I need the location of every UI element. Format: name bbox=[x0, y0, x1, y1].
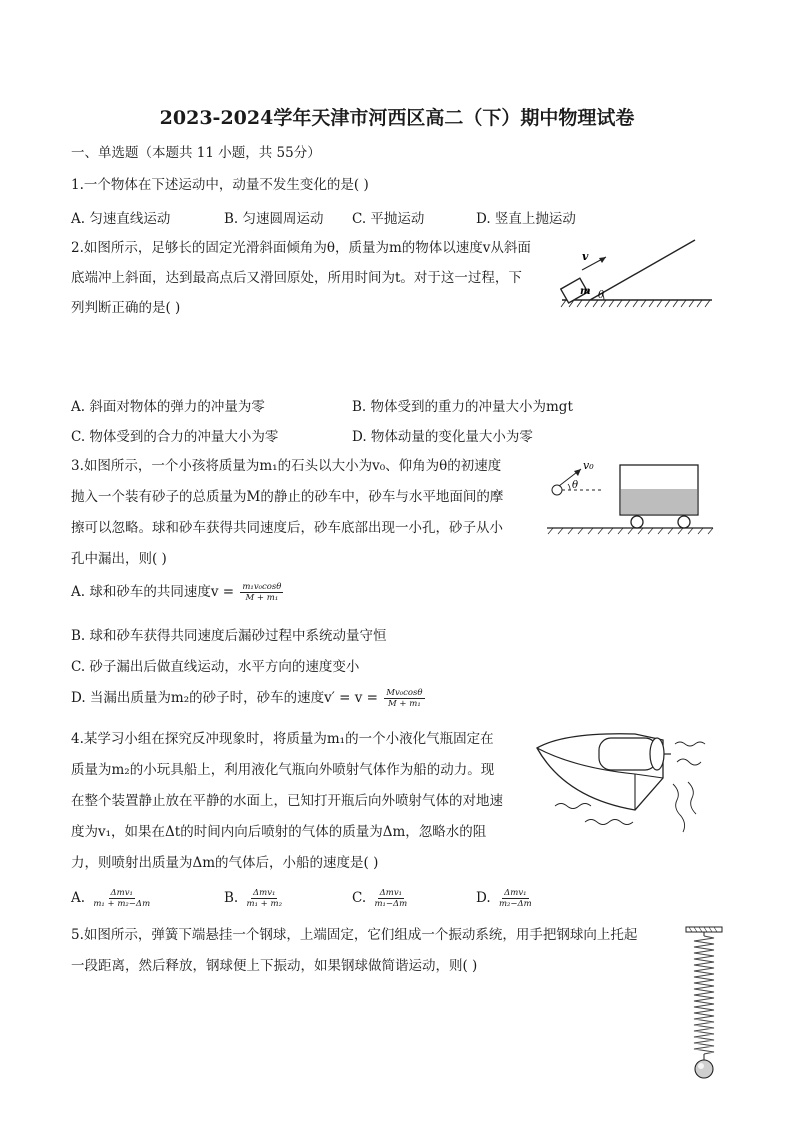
q3-option-d-numerator: Mv₀cosθ bbox=[386, 688, 423, 698]
q1-stem: 1.一个物体在下述运动中，动量不发生变化的是( ) bbox=[71, 177, 369, 193]
q3-option-c[interactable]: C. 砂子漏出后做直线运动，水平方向的速度变小 bbox=[71, 659, 360, 675]
q4-option-b-numerator: Δmv₁ bbox=[253, 888, 276, 898]
q3-sand-cart-figure bbox=[545, 455, 715, 543]
q4-option-b[interactable] bbox=[224, 888, 286, 909]
q5-stem-line-2: 一段距离，然后释放，钢球便上下振动，如果钢球做简谐运动，则( ) bbox=[71, 958, 478, 974]
q3-option-a-fraction bbox=[240, 582, 283, 603]
q4-option-c-label: C. bbox=[352, 890, 367, 906]
q1-option-d[interactable]: D. 竖直上抛运动 bbox=[476, 211, 576, 227]
q4-option-d-fraction bbox=[497, 888, 534, 909]
page-title: 2023-2024学年天津市河西区高二（下）期中物理试卷 bbox=[159, 107, 635, 129]
q4-option-a-numerator: Δmv₁ bbox=[110, 888, 133, 898]
q3-option-d[interactable] bbox=[71, 686, 427, 709]
q4-option-d-label: D. bbox=[476, 890, 491, 906]
q4-option-b-denominator: m₁ + m₂ bbox=[246, 899, 282, 909]
q2-label-m: m bbox=[580, 286, 591, 297]
q2-option-b[interactable]: B. 物体受到的重力的冲量大小为mgt bbox=[352, 399, 573, 415]
q4-option-a-label: A. bbox=[71, 890, 86, 906]
q4-stem-line-2: 质量为m₂的小玩具船上，利用液化气瓶向外喷射气体作为船的动力。现 bbox=[71, 762, 495, 778]
q2-stem-line-2: 底端冲上斜面，达到最高点后又滑回原处，所用时间为t。对于这一过程，下 bbox=[71, 270, 522, 286]
q3-option-a[interactable] bbox=[71, 580, 285, 603]
q4-option-b-label: B. bbox=[224, 890, 239, 906]
section-heading: 一、单选题（本题共 11 小题，共 55分） bbox=[71, 145, 321, 161]
q2-option-a[interactable]: A. 斜面对物体的弹力的冲量为零 bbox=[71, 399, 265, 415]
q3-option-d-fraction bbox=[384, 688, 424, 709]
q1-option-c[interactable]: C. 平抛运动 bbox=[352, 211, 425, 227]
q2-label-v: v bbox=[582, 250, 589, 263]
q4-option-b-fraction bbox=[245, 888, 284, 909]
q3-option-d-denominator: M + m₁ bbox=[388, 699, 421, 709]
q2-stem-line-1: 2.如图所示，足够长的固定光滑斜面倾角为θ，质量为m的物体以速度v从斜面 bbox=[71, 240, 531, 256]
q5-stem-line-1: 5.如图所示，弹簧下端悬挂一个钢球，上端固定，它们组成一个振动系统，用手把钢球向上托起 bbox=[71, 927, 638, 943]
q4-stem-line-5: 力，则喷射出质量为Δm的气体后，小船的速度是( ) bbox=[71, 855, 379, 871]
q3-option-a-numerator: m₁v₀cosθ bbox=[242, 582, 282, 592]
q4-option-c[interactable] bbox=[352, 888, 411, 909]
q4-option-d[interactable] bbox=[476, 888, 536, 909]
q4-stem-line-4: 度为v₁，如果在Δt的时间内向后喷射的气体的质量为Δm，忽略水的阻 bbox=[71, 824, 487, 840]
q2-option-d[interactable]: D. 物体动量的变化量大小为零 bbox=[352, 429, 533, 445]
q3-stem-line-2: 抛入一个装有砂子的总质量为M的静止的砂车中，砂车与水平地面间的摩 bbox=[71, 489, 504, 505]
q4-option-a[interactable] bbox=[71, 888, 154, 909]
q3-stem-line-3: 擦可以忽略。球和砂车获得共同速度后，砂车底部出现一小孔，砂子从小 bbox=[71, 520, 503, 536]
q1-option-a[interactable]: A. 匀速直线运动 bbox=[71, 211, 171, 227]
q4-option-d-numerator: Δmv₁ bbox=[504, 888, 527, 898]
q4-option-c-fraction bbox=[372, 888, 409, 909]
q2-option-c[interactable]: C. 物体受到的合力的冲量大小为零 bbox=[71, 429, 279, 445]
q2-stem-line-3: 列判断正确的是( ) bbox=[71, 300, 181, 316]
q3-option-b[interactable]: B. 球和砂车获得共同速度后漏砂过程中系统动量守恒 bbox=[71, 628, 387, 644]
q4-stem-line-3: 在整个装置静止放在平静的水面上，已知打开瓶后向外喷射气体的对地速 bbox=[71, 793, 503, 809]
q4-boat-figure bbox=[525, 718, 715, 843]
q3-label-v0: v₀ bbox=[583, 459, 594, 472]
q3-option-a-text: A. 球和砂车的共同速度v = bbox=[71, 584, 235, 600]
q2-incline-figure bbox=[560, 232, 720, 312]
q4-option-c-numerator: Δmv₁ bbox=[379, 888, 403, 898]
q3-label-theta: θ bbox=[572, 480, 579, 491]
q1-option-b[interactable]: B. 匀速圆周运动 bbox=[224, 211, 324, 227]
q4-option-a-denominator: m₁ + m₂−Δm bbox=[93, 899, 151, 909]
q3-option-a-denominator: M + m₁ bbox=[245, 593, 279, 603]
q3-stem-line-4: 孔中漏出，则( ) bbox=[71, 551, 167, 567]
q3-option-d-text: D. 当漏出质量为m₂的砂子时，砂车的速度v′ = v = bbox=[71, 690, 378, 706]
q4-stem-line-1: 4.某学习小组在探究反冲现象时，将质量为m₁的一个小液化气瓶固定在 bbox=[71, 731, 494, 747]
q3-stem-line-1: 3.如图所示，一个小孩将质量为m₁的石头以大小为v₀、仰角为θ的初速度 bbox=[71, 458, 502, 474]
q4-option-d-denominator: m₂−Δm bbox=[498, 899, 532, 909]
q4-option-c-denominator: m₁−Δm bbox=[374, 899, 408, 909]
q5-spring-ball-figure bbox=[680, 924, 728, 1084]
q2-label-theta: θ bbox=[598, 290, 605, 301]
q4-option-a-fraction bbox=[91, 888, 152, 909]
